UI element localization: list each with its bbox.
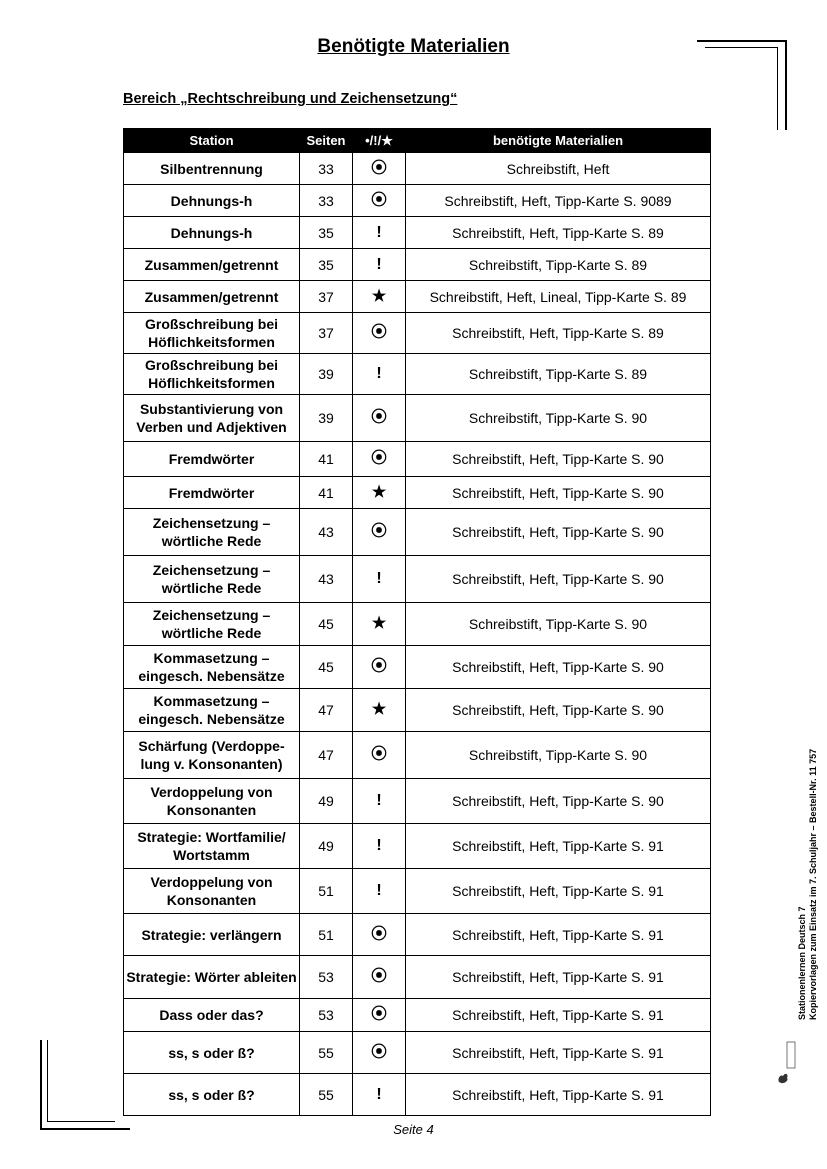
cell-seiten: 37 [300,313,353,354]
cell-station: Fremdwörter [124,477,300,509]
cell-materialien: Schreibstift, Heft, Tipp-Karte S. 91 [406,956,711,999]
cell-materialien: Schreibstift, Heft, Tipp-Karte S. 90 [406,509,711,556]
cell-seiten: 35 [300,249,353,281]
cell-materialien: Schreibstift, Heft, Tipp-Karte S. 89 [406,217,711,249]
cell-materialien: Schreibstift, Heft, Tipp-Karte S. 90 [406,442,711,477]
cell-symbol: ⦿ [353,914,406,956]
cell-symbol: ★ [353,477,406,509]
cell-symbol: ! [353,779,406,824]
cell-seiten: 45 [300,603,353,646]
cell-station: Zeichensetzung – wörtliche Rede [124,603,300,646]
cell-station: Fremdwörter [124,442,300,477]
cell-seiten: 45 [300,646,353,689]
table-row [124,914,711,956]
cell-symbol: ⦿ [353,999,406,1032]
publisher-logo-icon [775,1040,799,1086]
cell-seiten: 51 [300,869,353,914]
cell-station: Silbentrennung [124,153,300,185]
table-row [124,779,711,824]
cell-symbol: ⦿ [353,313,406,354]
cell-seiten: 55 [300,1032,353,1074]
cell-seiten: 53 [300,999,353,1032]
cell-materialien: Schreibstift, Heft, Tipp-Karte S. 91 [406,999,711,1032]
table-row [124,999,711,1032]
cell-station: Strategie: Wortfamilie/ Wortstamm [124,824,300,869]
cell-symbol: ★ [353,281,406,313]
table-row [124,732,711,779]
table-row [124,395,711,442]
cell-station: Großschreibung bei Höflichkeitsformen [124,354,300,395]
cell-seiten: 49 [300,779,353,824]
cell-station: Kommasetzung – eingesch. Nebensätze [124,646,300,689]
table-row [124,185,711,217]
table-header-row [124,129,711,153]
cell-station: ss, s oder ß? [124,1074,300,1116]
cell-station: Zeichensetzung – wörtliche Rede [124,556,300,603]
cell-station: Dehnungs-h [124,185,300,217]
cell-symbol: ! [353,1074,406,1116]
cell-materialien: Schreibstift, Heft, Tipp-Karte S. 91 [406,1074,711,1116]
cell-symbol: ! [353,249,406,281]
cell-station: ss, s oder ß? [124,1032,300,1074]
cell-materialien: Schreibstift, Heft, Tipp-Karte S. 91 [406,869,711,914]
cell-symbol: ! [353,354,406,395]
cell-seiten: 43 [300,509,353,556]
cell-seiten: 49 [300,824,353,869]
page-title: Benötigte Materialien [317,36,510,57]
cell-materialien: Schreibstift, Tipp-Karte S. 90 [406,395,711,442]
cell-symbol: ! [353,556,406,603]
cell-symbol: ⦿ [353,395,406,442]
cell-seiten: 43 [300,556,353,603]
cell-seiten: 37 [300,281,353,313]
cell-materialien: Schreibstift, Heft, Tipp-Karte S. 90 [406,477,711,509]
cell-materialien: Schreibstift, Tipp-Karte S. 90 [406,732,711,779]
cell-symbol: ⦿ [353,646,406,689]
cell-materialien: Schreibstift, Heft, Tipp-Karte S. 90 [406,779,711,824]
header-symbol: •/!/★ [353,129,406,153]
materials-table [123,128,711,1116]
header-seiten: Seiten [300,129,353,153]
cell-symbol: ⦿ [353,153,406,185]
cell-materialien: Schreibstift, Heft, Tipp-Karte S. 90 [406,556,711,603]
header-station: Station [124,129,300,153]
table-row [124,442,711,477]
cell-materialien: Schreibstift, Heft, Tipp-Karte S. 9089 [406,185,711,217]
cell-station: Schärfung (Verdoppe-lung v. Konsonanten) [124,732,300,779]
cell-station: Dehnungs-h [124,217,300,249]
cell-materialien: Schreibstift, Heft, Tipp-Karte S. 90 [406,689,711,732]
cell-station: Kommasetzung – eingesch. Nebensätze [124,689,300,732]
side-imprint-line2: Kopiervorlagen zum Einsatz im 7. Schuljahr – Bestell-Nr. 11 757 [808,748,818,1020]
cell-station: Zusammen/getrennt [124,281,300,313]
table-row [124,869,711,914]
table-row [124,354,711,395]
cell-seiten: 39 [300,395,353,442]
cell-symbol: ⦿ [353,509,406,556]
table-row [124,646,711,689]
cell-station: Substantivierung von Verben und Adjektiven [124,395,300,442]
cell-materialien: Schreibstift, Heft [406,153,711,185]
frame-corner-bottom-left [40,1040,42,1130]
cell-seiten: 53 [300,956,353,999]
cell-materialien: Schreibstift, Tipp-Karte S. 89 [406,249,711,281]
cell-station: Strategie: Wörter ableiten [124,956,300,999]
table-row [124,509,711,556]
cell-symbol: ! [353,217,406,249]
table-row [124,689,711,732]
table-row [124,217,711,249]
cell-station: Verdoppelung von Konsonanten [124,869,300,914]
table-row [124,281,711,313]
table-row [124,249,711,281]
cell-seiten: 47 [300,689,353,732]
cell-materialien: Schreibstift, Heft, Lineal, Tipp-Karte S. 89 [406,281,711,313]
cell-seiten: 39 [300,354,353,395]
cell-materialien: Schreibstift, Tipp-Karte S. 90 [406,603,711,646]
cell-station: Zeichensetzung – wörtliche Rede [124,509,300,556]
cell-station: Großschreibung bei Höflichkeitsformen [124,313,300,354]
side-imprint [797,749,819,1020]
cell-symbol: ⦿ [353,732,406,779]
cell-seiten: 41 [300,442,353,477]
cell-seiten: 51 [300,914,353,956]
cell-station: Strategie: verlängern [124,914,300,956]
cell-symbol: ⦿ [353,1032,406,1074]
frame-corner-bottom-left-inner [47,1040,48,1122]
table-row [124,313,711,354]
cell-materialien: Schreibstift, Heft, Tipp-Karte S. 90 [406,646,711,689]
cell-seiten: 41 [300,477,353,509]
table-row [124,1032,711,1074]
cell-seiten: 33 [300,153,353,185]
cell-station: Verdoppelung von Konsonanten [124,779,300,824]
header-materialien: benötigte Materialien [406,129,711,153]
side-imprint-line1: Stationenlernen Deutsch 7 [797,906,807,1020]
cell-materialien: Schreibstift, Heft, Tipp-Karte S. 89 [406,313,711,354]
cell-materialien: Schreibstift, Heft, Tipp-Karte S. 91 [406,1032,711,1074]
cell-materialien: Schreibstift, Tipp-Karte S. 89 [406,354,711,395]
cell-station: Dass oder das? [124,999,300,1032]
table-row [124,1074,711,1116]
table-row [124,603,711,646]
table-row [124,824,711,869]
cell-symbol: ⦿ [353,185,406,217]
cell-materialien: Schreibstift, Heft, Tipp-Karte S. 91 [406,914,711,956]
page-number: Seite 4 [393,1122,434,1137]
cell-seiten: 47 [300,732,353,779]
cell-symbol: ! [353,824,406,869]
table-row [124,556,711,603]
table-row [124,956,711,999]
section-heading: Bereich „Rechtschreibung und Zeichensetzung“ [123,91,458,107]
table-row [124,477,711,509]
cell-symbol: ⦿ [353,956,406,999]
cell-seiten: 33 [300,185,353,217]
cell-symbol: ★ [353,689,406,732]
cell-materialien: Schreibstift, Heft, Tipp-Karte S. 91 [406,824,711,869]
cell-symbol: ! [353,869,406,914]
cell-station: Zusammen/getrennt [124,249,300,281]
cell-symbol: ⦿ [353,442,406,477]
cell-symbol: ★ [353,603,406,646]
table-row [124,153,711,185]
cell-seiten: 55 [300,1074,353,1116]
frame-corner-top-right-inner [777,47,778,130]
cell-seiten: 35 [300,217,353,249]
